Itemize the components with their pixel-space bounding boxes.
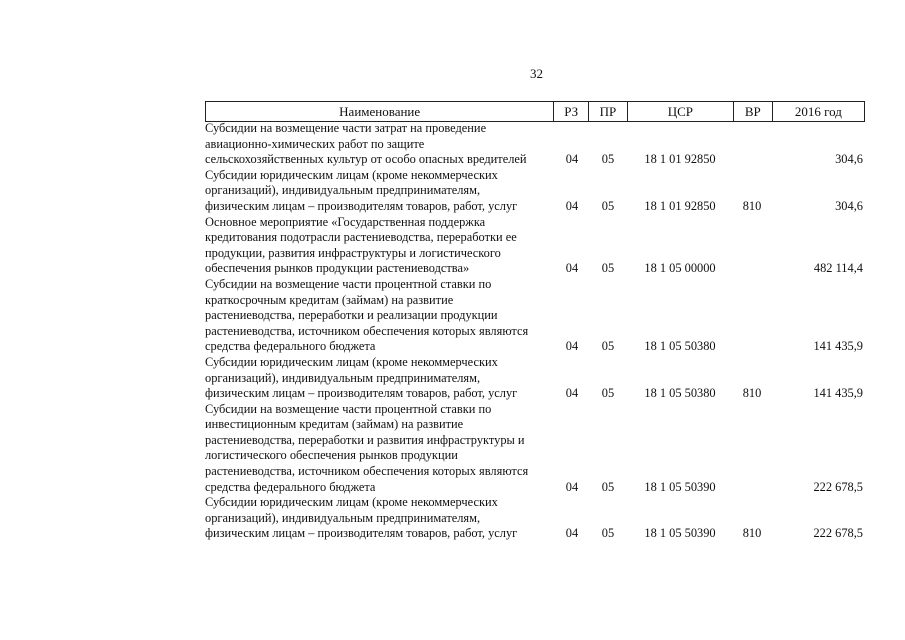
row-amount: 141 435,9: [813, 386, 863, 401]
table-row: [205, 355, 865, 402]
row-rz: 04: [565, 261, 579, 276]
row-pr: 05: [601, 479, 615, 494]
table-row: [205, 402, 865, 496]
row-amount: 304,6: [835, 152, 863, 167]
header-name: Наименование: [339, 103, 421, 119]
row-csr: 18 1 01 92850: [644, 152, 716, 167]
table-row: [205, 168, 865, 215]
row-name: Основное мероприятие «Государственная поддержка кредитования подотрасли растениеводства, переработки ее продукции, развития инфраструктуры и логистического обеспечения рынков продукции растениеводства»: [205, 214, 517, 276]
row-amount: 222 678,5: [813, 479, 863, 494]
row-rz: 04: [565, 386, 579, 401]
row-name: Субсидии на возмещение части процентной ставки по краткосрочным кредитам (займам) на развитие растениеводства, переработки и реализации продукции растениеводства, источником обеспечения которых являются средства федерального бюджета: [205, 276, 529, 354]
header-rz: РЗ: [553, 102, 588, 121]
row-vr: 810: [742, 526, 762, 541]
row-amount: 304,6: [835, 198, 863, 213]
row-csr: 18 1 05 50390: [644, 479, 716, 494]
table-row: [205, 277, 865, 355]
row-rz: 04: [565, 198, 579, 213]
row-pr: 05: [601, 386, 615, 401]
table-body: [205, 121, 865, 542]
row-pr: 05: [601, 526, 615, 541]
header-csr: ЦСР: [627, 102, 733, 121]
row-vr: 810: [742, 386, 762, 401]
row-amount: 141 435,9: [813, 339, 863, 354]
row-rz: 04: [565, 526, 579, 541]
header-vr: ВР: [733, 102, 772, 121]
row-name: Субсидии юридическим лицам (кроме некоммерческих организаций), индивидуальным предпринимателям, физическим лицам – производителям товаров, работ, услуг: [205, 167, 518, 213]
row-pr: 05: [601, 198, 615, 213]
row-pr: 05: [601, 339, 615, 354]
row-pr: 05: [601, 261, 615, 276]
row-amount: 482 114,4: [813, 261, 863, 276]
table-header: [205, 101, 865, 122]
row-vr: 810: [742, 198, 762, 213]
row-csr: 18 1 05 50380: [644, 339, 716, 354]
table-row: [205, 215, 865, 277]
row-csr: 18 1 05 00000: [644, 261, 716, 276]
row-amount: 222 678,5: [813, 526, 863, 541]
row-csr: 18 1 05 50390: [644, 526, 716, 541]
row-name: Субсидии на возмещение части затрат на проведение авиационно-химических работ по защите сельскохозяйственных культур от особо опасных вредителей: [205, 121, 527, 167]
table-row: [205, 121, 865, 168]
row-csr: 18 1 05 50380: [644, 386, 716, 401]
row-rz: 04: [565, 339, 579, 354]
row-name: Субсидии юридическим лицам (кроме некоммерческих организаций), индивидуальным предпринимателям, физическим лицам – производителям товаров, работ, услуг: [205, 354, 518, 401]
header-pr: ПР: [588, 102, 627, 121]
row-csr: 18 1 01 92850: [644, 198, 716, 213]
row-pr: 05: [601, 152, 615, 167]
table-row: [205, 495, 865, 542]
header-year: 2016 год: [772, 102, 864, 121]
row-name: Субсидии на возмещение части процентной ставки по инвестиционным кредитам (займам) на развитие растениеводства, переработки и развития инфраструктуры и логистического обеспечения рынков продукции растениеводства, источником обеспечения которых являются средства федерального бюджета: [205, 401, 529, 494]
row-rz: 04: [565, 152, 579, 167]
page-number: 32: [530, 66, 543, 81]
row-name: Субсидии юридическим лицам (кроме некоммерческих организаций), индивидуальным предпринимателям, физическим лицам – производителям товаров, работ, услуг: [205, 495, 518, 541]
row-rz: 04: [565, 479, 579, 494]
